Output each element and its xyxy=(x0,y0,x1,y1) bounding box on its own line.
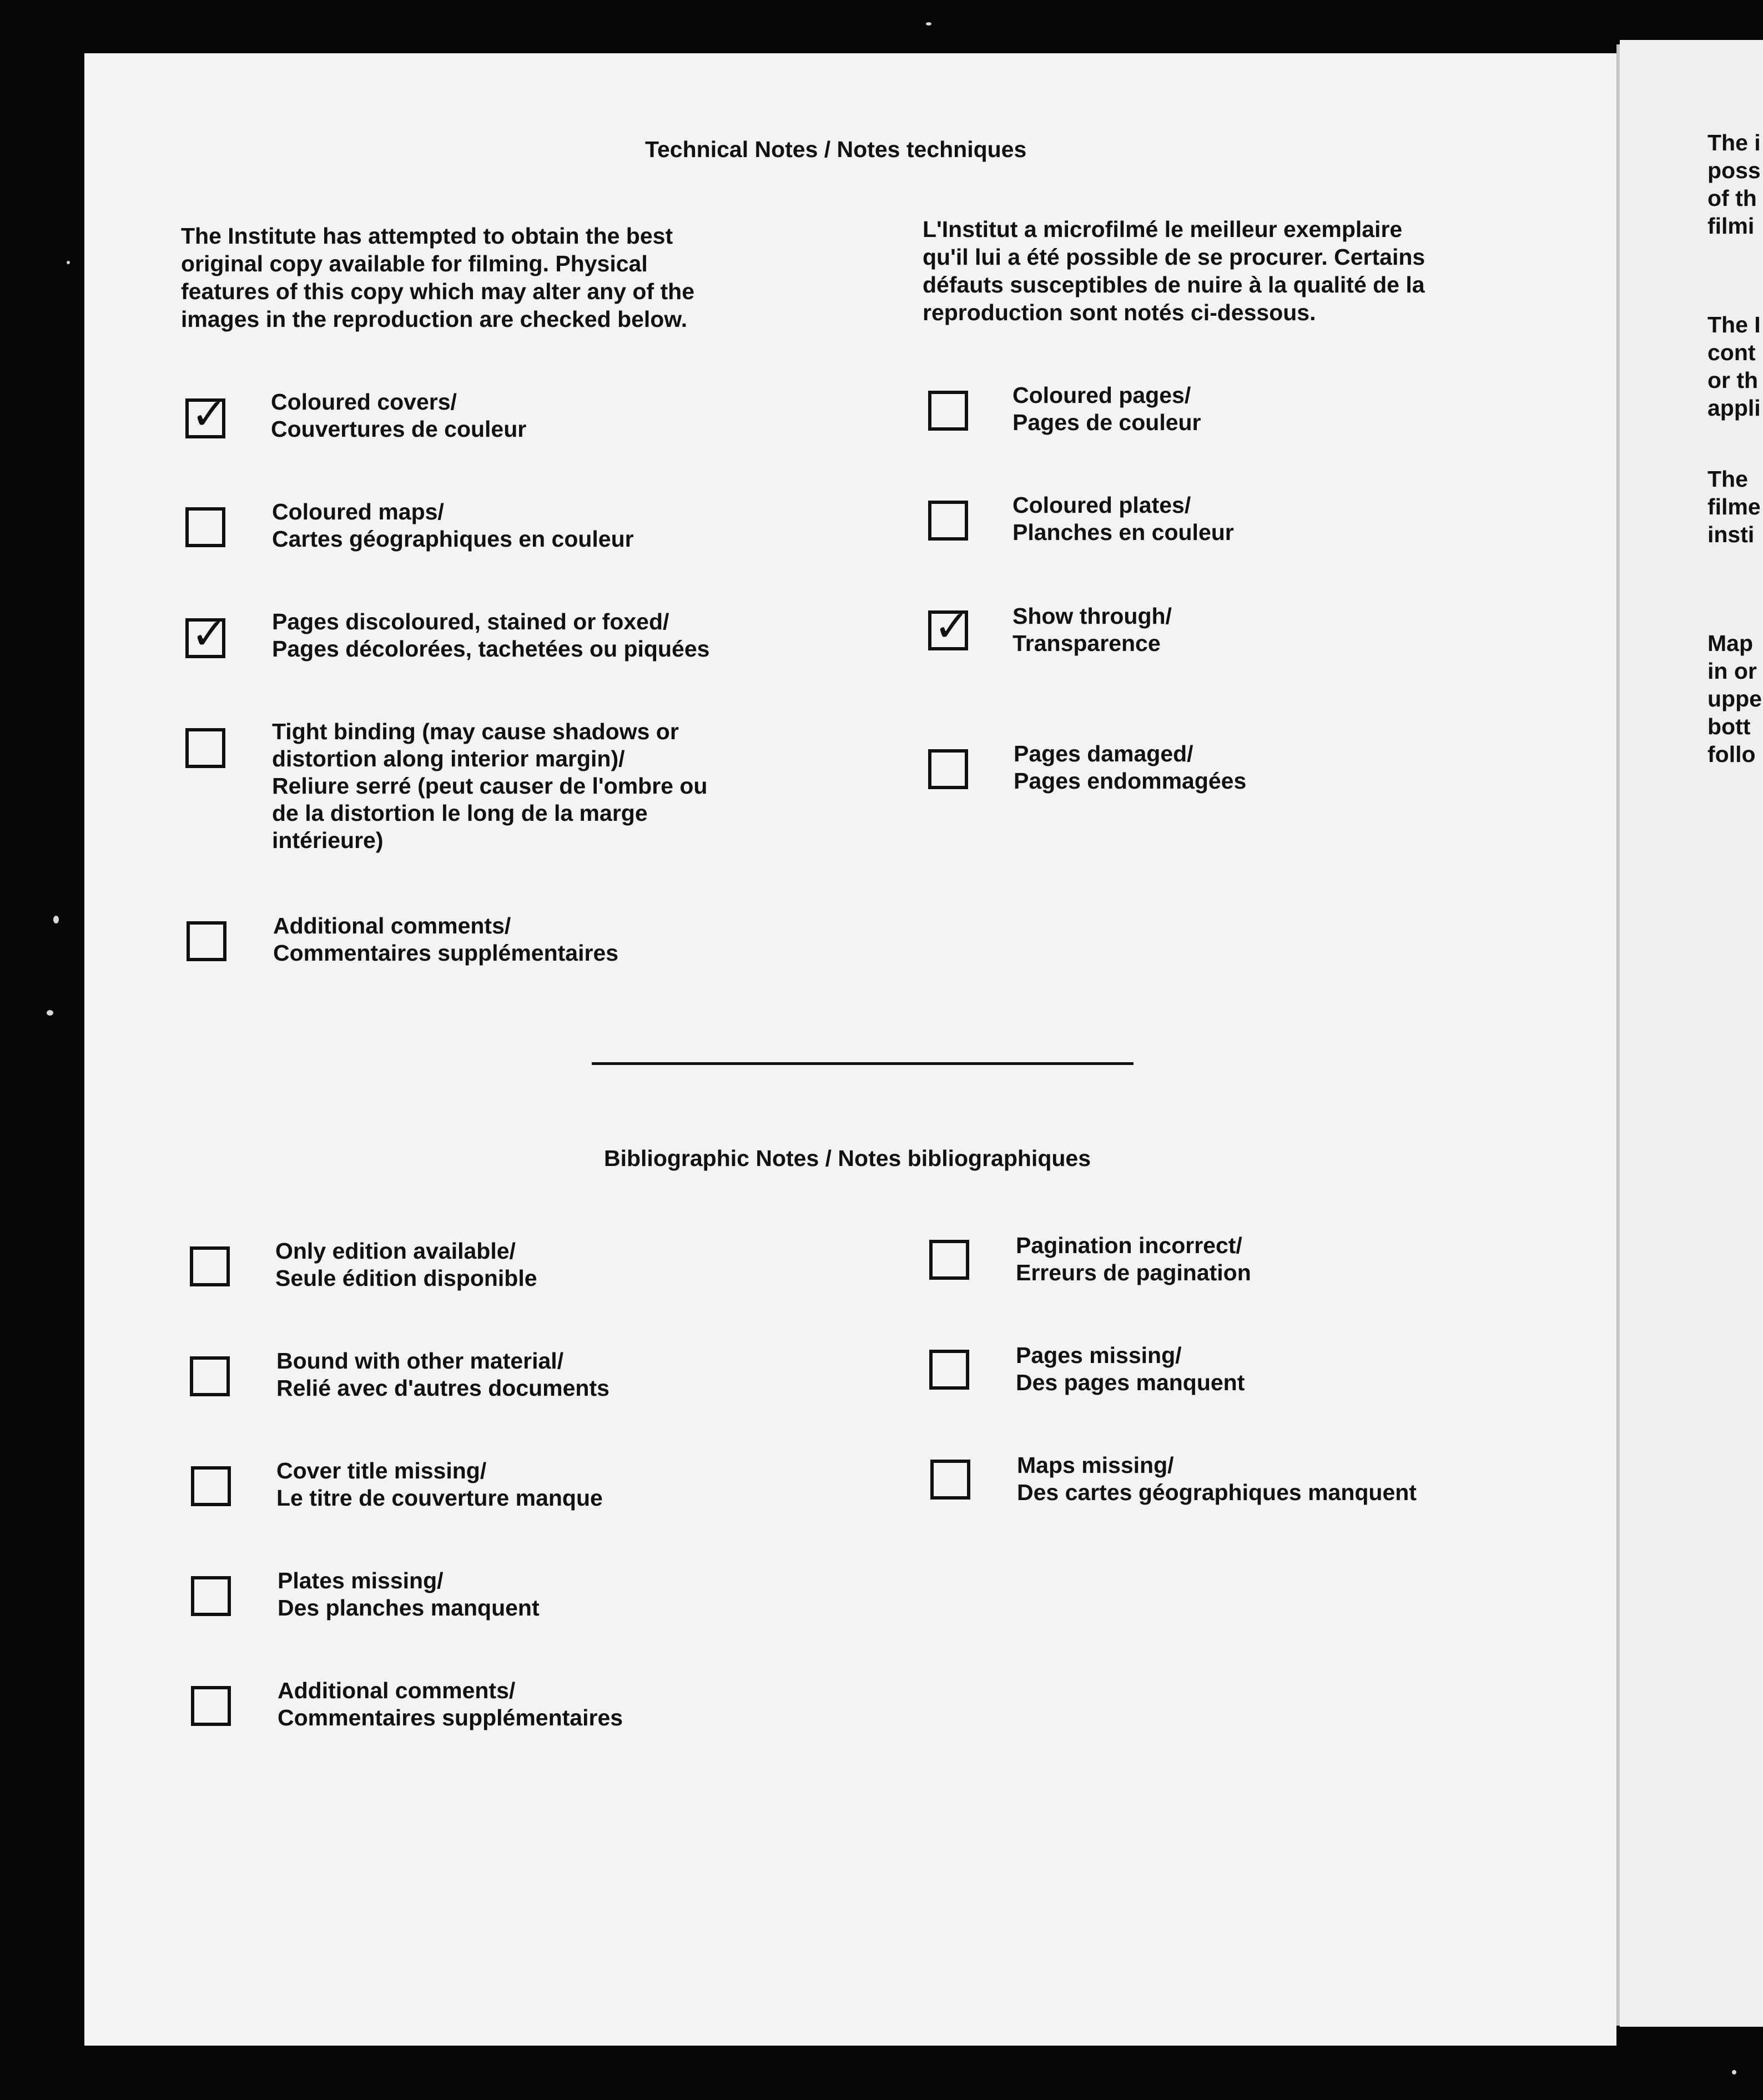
coloured-pages-checkbox[interactable] xyxy=(928,391,968,431)
check-icon: ✓ xyxy=(191,390,228,440)
maps-missing-label: Maps missing/ Des cartes géographiques manquent xyxy=(1017,1452,1417,1505)
next-page xyxy=(1620,40,1763,2027)
technical-notes-heading: Technical Notes / Notes techniques xyxy=(645,137,1027,162)
show-through-checkbox[interactable] xyxy=(928,602,970,652)
pages-missing-label: Pages missing/ Des pages manquent xyxy=(1016,1342,1245,1395)
pages-damaged-label: Pages damaged/ Pages endommagées xyxy=(1014,741,1247,794)
coloured-covers-checkbox[interactable] xyxy=(185,390,228,440)
maps-missing-checkbox[interactable] xyxy=(930,1460,970,1500)
pagination-incorrect-checkbox[interactable] xyxy=(929,1240,969,1280)
pagination-incorrect-label: Pagination incorrect/ Erreurs de pagination xyxy=(1016,1233,1251,1285)
plates-missing-checkbox[interactable] xyxy=(191,1576,231,1616)
technical-additional-comments-label: Additional comments/ Commentaires supplémentaires xyxy=(273,913,619,966)
cover-title-missing-checkbox[interactable] xyxy=(191,1466,231,1506)
coloured-plates-label: Coloured plates/ Planches en couleur xyxy=(1013,492,1234,545)
pages-discoloured-label: Pages discoloured, stained or foxed/ Pages décolorées, tachetées ou piquées xyxy=(272,609,710,662)
only-edition-label: Only edition available/ Seule édition disponible xyxy=(275,1238,537,1291)
bibliographic-additional-comments-checkbox[interactable] xyxy=(191,1686,231,1726)
dust-speck xyxy=(47,1010,53,1016)
check-icon: ✓ xyxy=(934,602,970,652)
tight-binding-checkbox[interactable] xyxy=(185,728,225,768)
plates-missing-label: Plates missing/ Des planches manquent xyxy=(278,1568,540,1621)
section-divider xyxy=(592,1062,1134,1065)
coloured-covers-label: Coloured covers/ Couvertures de couleur xyxy=(271,389,527,442)
bibliographic-additional-comments-label: Additional comments/ Commentaires supplémentaires xyxy=(278,1678,623,1730)
technical-intro-french: L'Institut a microfilmé le meilleur exemplaire qu'il lui a été possible de se procurer. Certains défauts susceptibles de nuire à la qualité de la reproduction sont notés ci-dessous. xyxy=(923,216,1425,325)
coloured-maps-label: Coloured maps/ Cartes géographiques en couleur xyxy=(272,499,634,552)
technical-intro-english: The Institute has attempted to obtain the best original copy available for filming. Physical features of this copy which may alter any of the images in the reproduction are checked below. xyxy=(181,223,695,332)
dust-speck xyxy=(67,261,70,264)
check-icon: ✓ xyxy=(191,609,228,659)
next-page-fragment: The i poss of th filmi xyxy=(1707,130,1761,239)
coloured-plates-checkbox[interactable] xyxy=(928,501,968,541)
dust-speck xyxy=(53,916,59,923)
bibliographic-notes-heading: Bibliographic Notes / Notes bibliographiques xyxy=(604,1145,1091,1171)
next-page-fragment: Map in or uppe bott follo xyxy=(1707,630,1762,767)
bound-with-checkbox[interactable] xyxy=(190,1356,230,1396)
dust-speck xyxy=(1732,2070,1736,2074)
cover-title-missing-label: Cover title missing/ Le titre de couverture manque xyxy=(276,1458,603,1511)
notes-page xyxy=(84,53,1616,2046)
pages-discoloured-checkbox[interactable] xyxy=(185,609,228,659)
coloured-maps-checkbox[interactable] xyxy=(185,507,225,547)
coloured-pages-label: Coloured pages/ Pages de couleur xyxy=(1013,382,1201,435)
pages-missing-checkbox[interactable] xyxy=(929,1350,969,1390)
next-page-fragment: The I cont or th appli xyxy=(1707,312,1761,421)
show-through-label: Show through/ Transparence xyxy=(1013,603,1172,656)
technical-additional-comments-checkbox[interactable] xyxy=(187,921,226,961)
only-edition-checkbox[interactable] xyxy=(190,1246,230,1286)
tight-binding-label: Tight binding (may cause shadows or distortion along interior margin)/ Reliure serré (peut causer de l'ombre ou de la distortion le long de la marge intérieure) xyxy=(272,719,708,853)
pages-damaged-checkbox[interactable] xyxy=(928,749,968,789)
bound-with-label: Bound with other material/ Relié avec d'autres documents xyxy=(276,1348,610,1401)
dust-speck xyxy=(926,22,931,26)
next-page-fragment: The filme insti xyxy=(1707,466,1761,547)
